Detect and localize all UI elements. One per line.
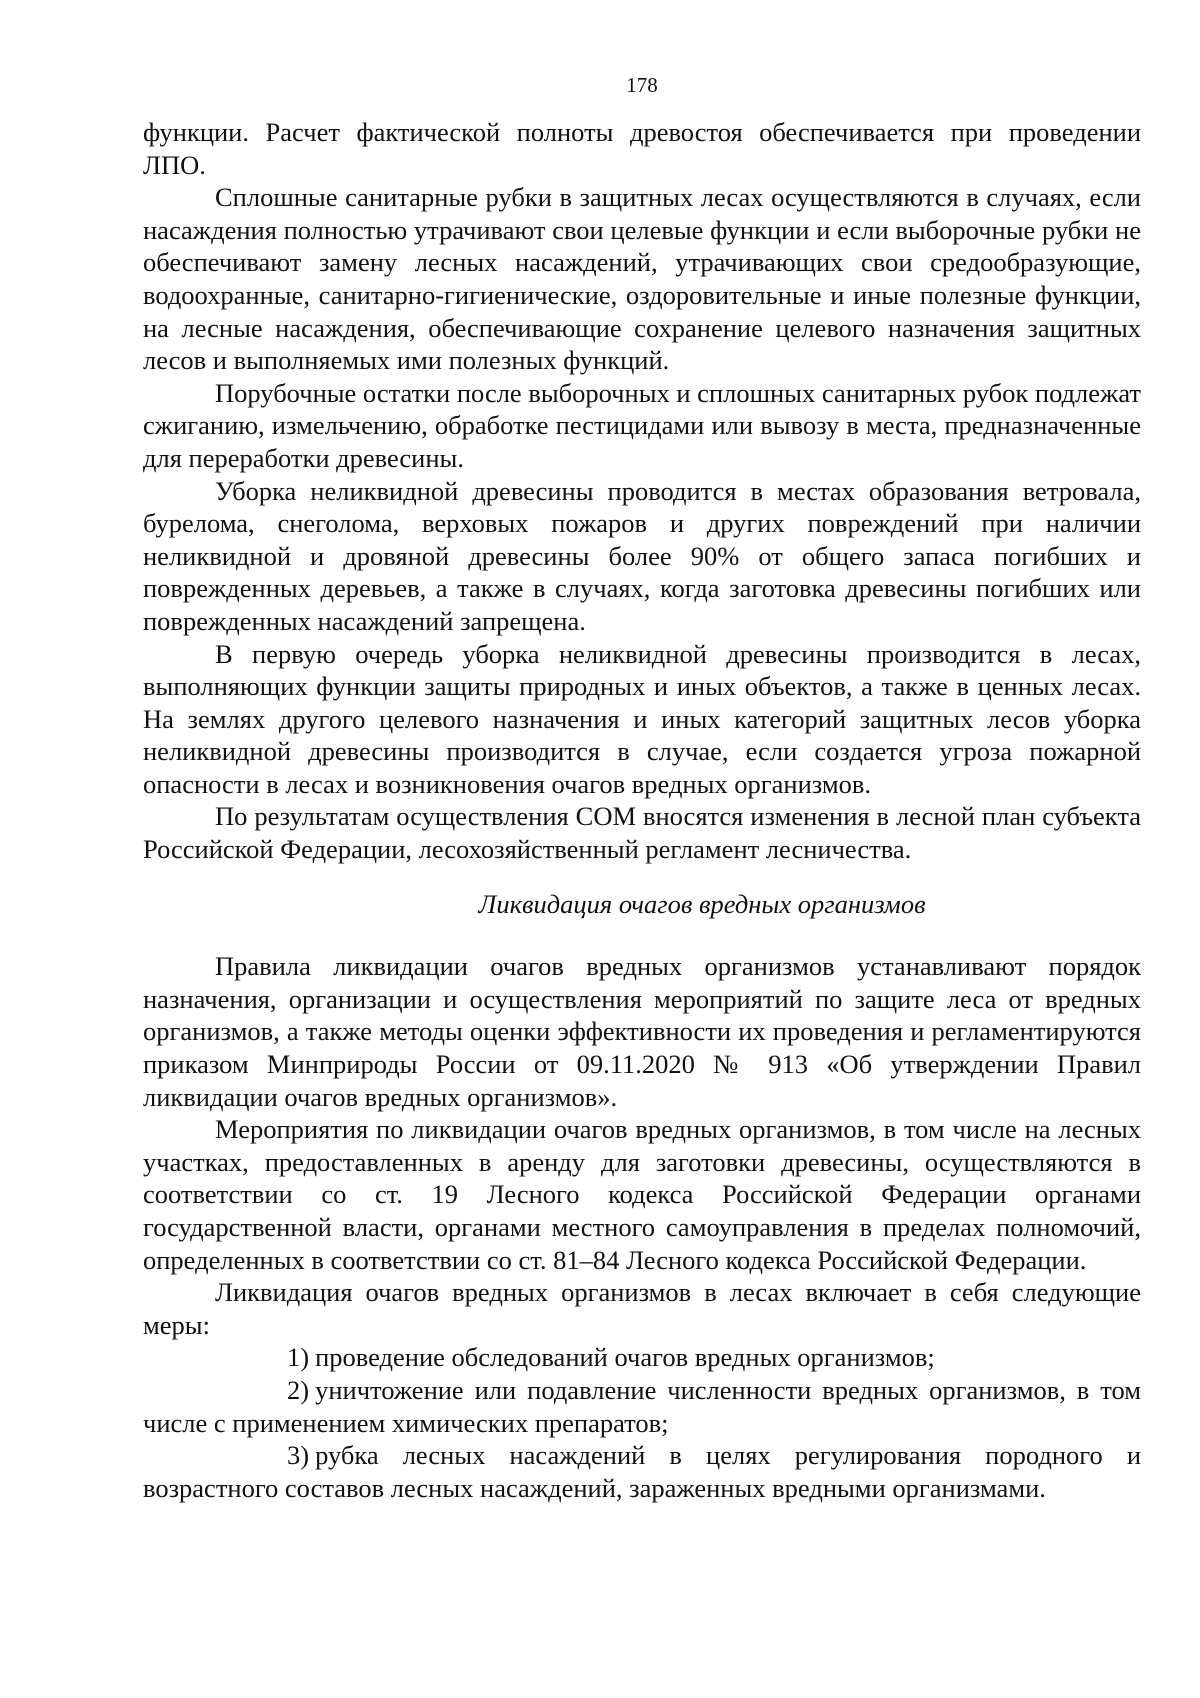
paragraph: Уборка неликвидной древесины проводится в местах образования ветровала, бурелома, снеголома, верховых пожаров и других повреждений при наличии неликвидной и дровяной древесины более 90% от общего запаса погибших и поврежденных деревьев, а также в случаях, когда заготовка древесины погибших или поврежденных насаждений запрещена. [143, 475, 1141, 636]
list-item [143, 1374, 1141, 1439]
page-number: 178 [626, 73, 658, 97]
list-item-number: 3) [287, 1440, 310, 1471]
paragraph: Мероприятия по ликвидации очагов вредных организмов, в том числе на лесных участках, предоставленных в аренду для заготовки древесины, осуществляются в соответствии со ст. 19 Лесного кодекса Российской Федерации органами государственной власти, органами местного самоуправления в пределах полномочий, определенных в соответствии со ст. 81–84 Лесного кодекса Российской Федерации. [143, 1114, 1141, 1275]
paragraph: В первую очередь уборка неликвидной древесины производится в лесах, выполняющих функции защиты природных и иных объектов, а также в ценных лесах. На землях другого целевого назначения и иных категорий защитных лесов уборка неликвидной древесины производится в случае, если создается угроза пожарной опасности в лесах и возникновения очагов вредных организмов. [143, 638, 1141, 799]
paragraph: функции. Расчет фактической полноты древостоя обеспечивается при проведении ЛПО. [143, 117, 1141, 180]
list-item-text: проведение обследований очагов вредных организмов; [315, 1342, 935, 1373]
paragraph: Правила ликвидации очагов вредных организмов устанавливают порядок назначения, организации и осуществления мероприятий по защите леса от вредных организмов, а также методы оценки эффективности их проведения и регламентируются приказом Минприроды России от 09.11.2020 № 913 «Об утверждении Правил ликвидации очагов вредных организмов». [143, 951, 1141, 1112]
document-body [143, 116, 1141, 1504]
paragraph: По результатам осуществления СОМ вносятся изменения в лесной план субъекта Российской Федерации, лесохозяйственный регламент лесничества. [143, 801, 1141, 865]
paragraph: Порубочные остатки после выборочных и сплошных санитарных рубок подлежат сжиганию, измельчению, обработке пестицидами или вывозу в места, предназначенные для переработки древесины. [143, 377, 1141, 473]
list-item-number: 2) [287, 1374, 310, 1405]
section-heading: Ликвидация очагов вредных организмов [478, 888, 926, 919]
list-item-text: рубка лесных насаждений в целях регулирования породного и возрастного составов лесных насаждений, зараженных вредными организмами. [143, 1440, 1141, 1503]
list-item-number: 1) [287, 1342, 310, 1373]
list-item-text: уничтожение или подавление численности вредных организмов, в том числе с применением химических препаратов; [143, 1374, 1141, 1438]
paragraph: Ликвидация очагов вредных организмов в лесах включает в себя следующие меры: [143, 1277, 1141, 1340]
list-item [143, 1439, 1141, 1504]
list-item [143, 1341, 1141, 1374]
paragraph: Сплошные санитарные рубки в защитных лесах осуществляются в случаях, если насаждения полностью утрачивают свои целевые функции и если выборочные рубки не обеспечивают замену лесных насаждений, утрачивающих свои средообразующие, водоохранные, санитарно-гигиенические, оздоровительные и иные полезные функции, на лесные насаждения, обеспечивающие сохранение целевого назначения защитных лесов и выполняемых ими полезных функций. [143, 182, 1141, 376]
